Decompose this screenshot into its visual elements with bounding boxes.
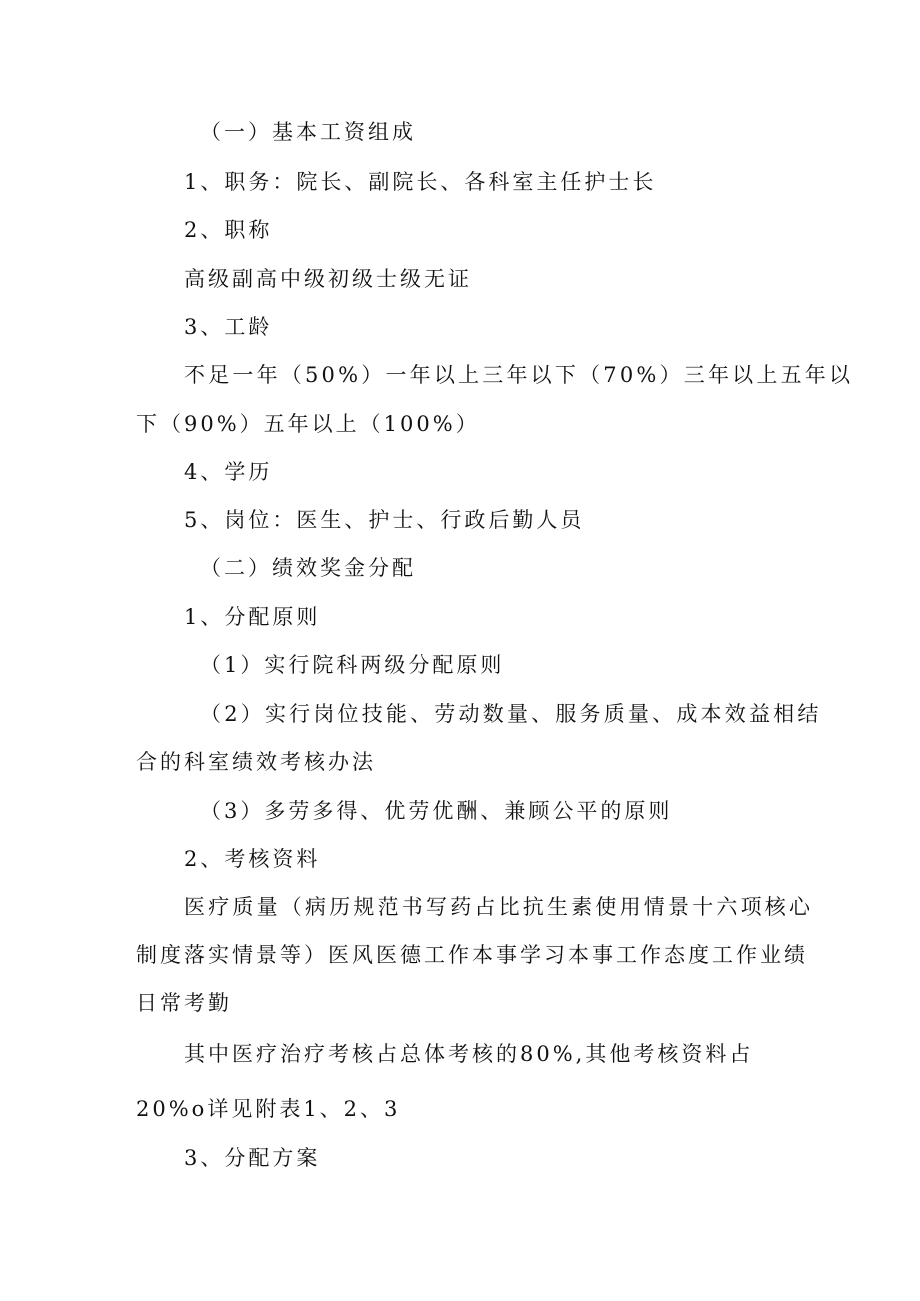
item-assessment-materials: 2、考核资料 [184,847,321,871]
seniority-text-line1: 不足一年（50%）一年以上三年以下（70%）三年以上五年以 [184,363,854,387]
assessment-text-line3: 日常考勤 [136,991,232,1015]
section-heading-basic-salary: （一）基本工资组成 [200,120,416,144]
item-distribution-plan: 3、分配方案 [184,1146,321,1170]
item-post: 5、岗位：医生、护士、行政后勤人员 [184,508,585,532]
item-title: 2、职称 [184,218,273,242]
weight-text-line2: 20%o详见附表1、2、3 [136,1097,401,1121]
principle-1: （1）实行院科两级分配原则 [200,653,505,677]
item-distribution-principles: 1、分配原则 [184,605,321,629]
title-levels-text: 高级副高中级初级士级无证 [184,267,472,291]
seniority-text-line2: 下（90%）五年以上（100%） [136,412,480,436]
assessment-text-line2: 制度落实情景等）医风医德工作本事学习本事工作态度工作业绩 [136,943,808,967]
principle-2-line1: （2）实行岗位技能、劳动数量、服务质量、成本效益相结 [200,702,822,726]
item-seniority: 3、工龄 [184,315,273,339]
assessment-text-line1: 医疗质量（病历规范书写药占比抗生素使用情景十六项核心 [184,895,814,919]
section-heading-performance-bonus: （二）绩效奖金分配 [200,556,416,580]
principle-2-line2: 合的科室绩效考核办法 [136,750,376,774]
weight-text-line1: 其中医疗治疗考核占总体考核的80%,其他考核资料占 [184,1042,754,1066]
item-position: 1、职务：院长、副院长、各科室主任护士长 [184,170,657,194]
principle-3: （3）多劳多得、优劳优酬、兼顾公平的原则 [200,799,673,823]
item-education: 4、学历 [184,460,273,484]
